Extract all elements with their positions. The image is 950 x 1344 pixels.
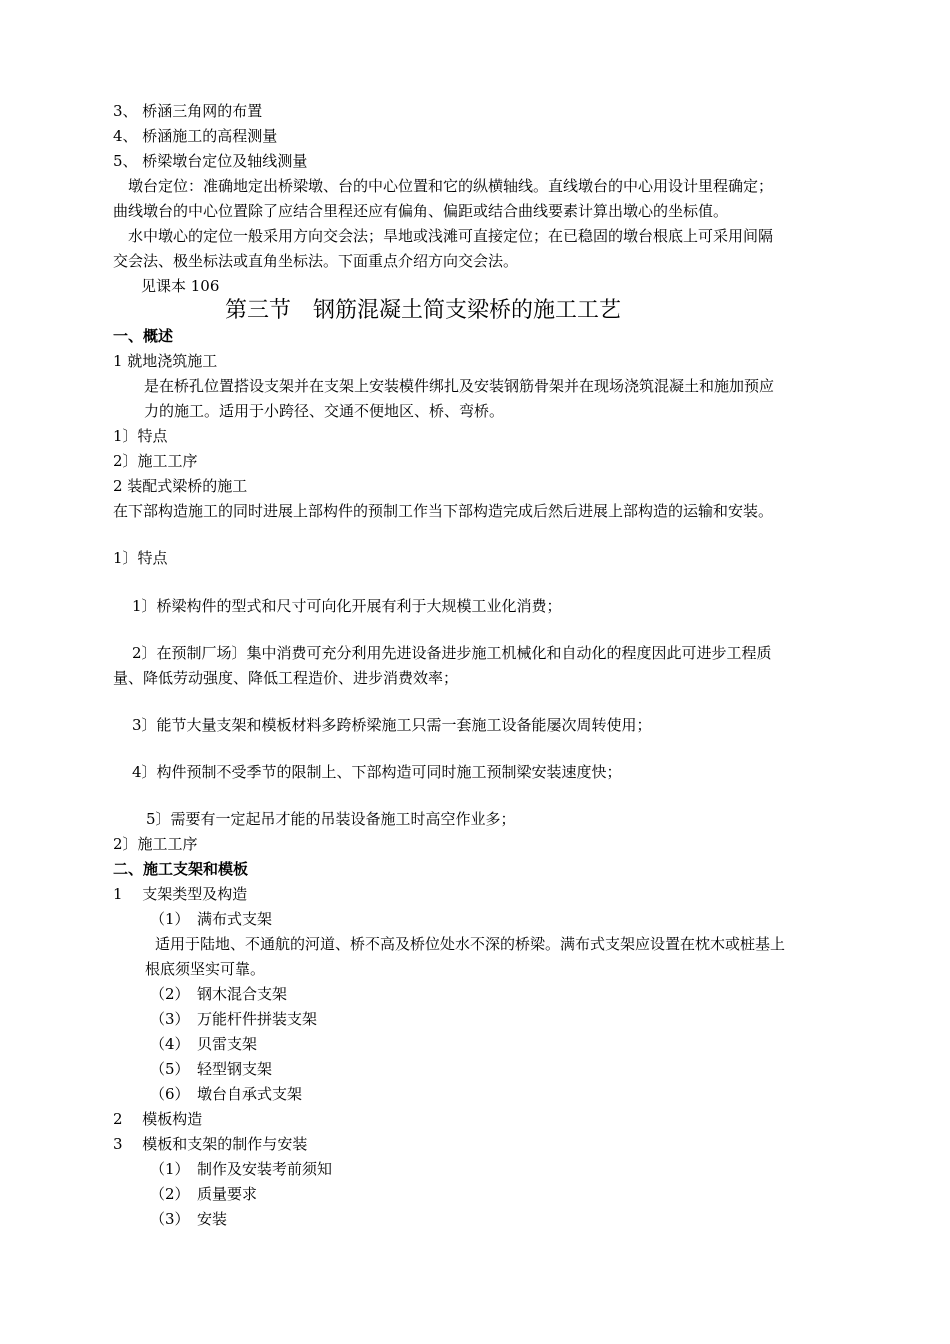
- subheading: 1 就地浇筑施工: [113, 352, 218, 370]
- paragraph-line: 水中墩心的定位一般采用方向交会法；旱地或浅滩可直接定位；在已稳固的墩台根底上可采用间隔: [128, 227, 774, 245]
- list-item-3: 3、 桥涵三角网的布置: [113, 102, 263, 120]
- list-item: （2） 钢木混合支架: [150, 985, 288, 1003]
- list-item: （3） 万能杆件拼装支架: [150, 1010, 318, 1028]
- list-item: （2） 质量要求: [150, 1185, 258, 1203]
- list-item: 2〕在预制厂场〕集中消费可充分利用先进设备进步施工机械化和自动化的程度因此可进步工程质: [132, 644, 772, 662]
- section-title: 第三节 钢筋混凝土简支梁桥的施工工艺: [225, 298, 622, 323]
- list-item: （6） 墩台自承式支架: [150, 1085, 303, 1103]
- list-item: （4） 贝雷支架: [150, 1035, 258, 1053]
- paragraph-line: 在下部构造施工的同时进展上部构件的预制工作当下部构造完成后然后进展上部构造的运输和安装。: [113, 502, 774, 520]
- paragraph-line: 墩台定位：准确地定出桥梁墩、台的中心位置和它的纵横轴线。直线墩台的中心用设计里程确定；: [128, 177, 774, 195]
- list-item: 1〕特点: [113, 549, 168, 567]
- list-item: 3〕能节大量支架和模板材料多跨桥梁施工只需一套施工设备能屡次周转使用；: [132, 716, 652, 734]
- list-item: 5〕需要有一定起吊才能的吊装设备施工时高空作业多；: [146, 810, 516, 828]
- list-item: （5） 轻型钢支架: [150, 1060, 273, 1078]
- list-item: 1〕桥梁构件的型式和尺寸可向化开展有利于大规模工业化消费；: [132, 597, 562, 615]
- subheading: 3 模板和支架的制作与安装: [113, 1135, 308, 1153]
- list-item: 2〕施工工序: [113, 835, 198, 853]
- list-item: 4〕构件预制不受季节的限制上、下部构造可同时施工预制梁安装速度快；: [132, 763, 622, 781]
- paragraph-line: 根底须坚实可靠。: [145, 960, 266, 978]
- heading-2: 二、施工支架和模板: [113, 860, 249, 878]
- heading-1: 一、概述: [113, 327, 174, 345]
- paragraph-line: 是在桥孔位置搭设支架并在支架上安装模件绑扎及安装钢筋骨架并在现场浇筑混凝土和施加预应: [144, 377, 775, 395]
- list-item: （1） 满布式支架: [150, 910, 273, 928]
- list-item: （3） 安装: [150, 1210, 228, 1228]
- subheading: 2 装配式梁桥的施工: [113, 477, 248, 495]
- list-item: 1〕特点: [113, 427, 168, 445]
- list-item: 2〕施工工序: [113, 452, 198, 470]
- subheading: 1 支架类型及构造: [113, 885, 248, 903]
- paragraph-line: 力的施工。适用于小跨径、交通不便地区、桥、弯桥。: [144, 402, 505, 420]
- reference-note: 见课本 106: [141, 277, 220, 295]
- paragraph-line: 交会法、极坐标法或直角坐标法。下面重点介绍方向交会法。: [113, 252, 519, 270]
- list-item: （1） 制作及安装考前须知: [150, 1160, 333, 1178]
- paragraph-line: 量、降低劳动强度、降低工程造价、进步消费效率；: [113, 669, 459, 687]
- list-item-5: 5、 桥梁墩台定位及轴线测量: [113, 152, 308, 170]
- paragraph-line: 适用于陆地、不通航的河道、桥不高及桥位处水不深的桥梁。满布式支架应设置在枕木或桩基上: [155, 935, 786, 953]
- list-item-4: 4、 桥涵施工的高程测量: [113, 127, 278, 145]
- paragraph-line: 曲线墩台的中心位置除了应结合里程还应有偏角、偏距或结合曲线要素计算出墩心的坐标值。: [113, 202, 729, 220]
- subheading: 2 模板构造: [113, 1110, 203, 1128]
